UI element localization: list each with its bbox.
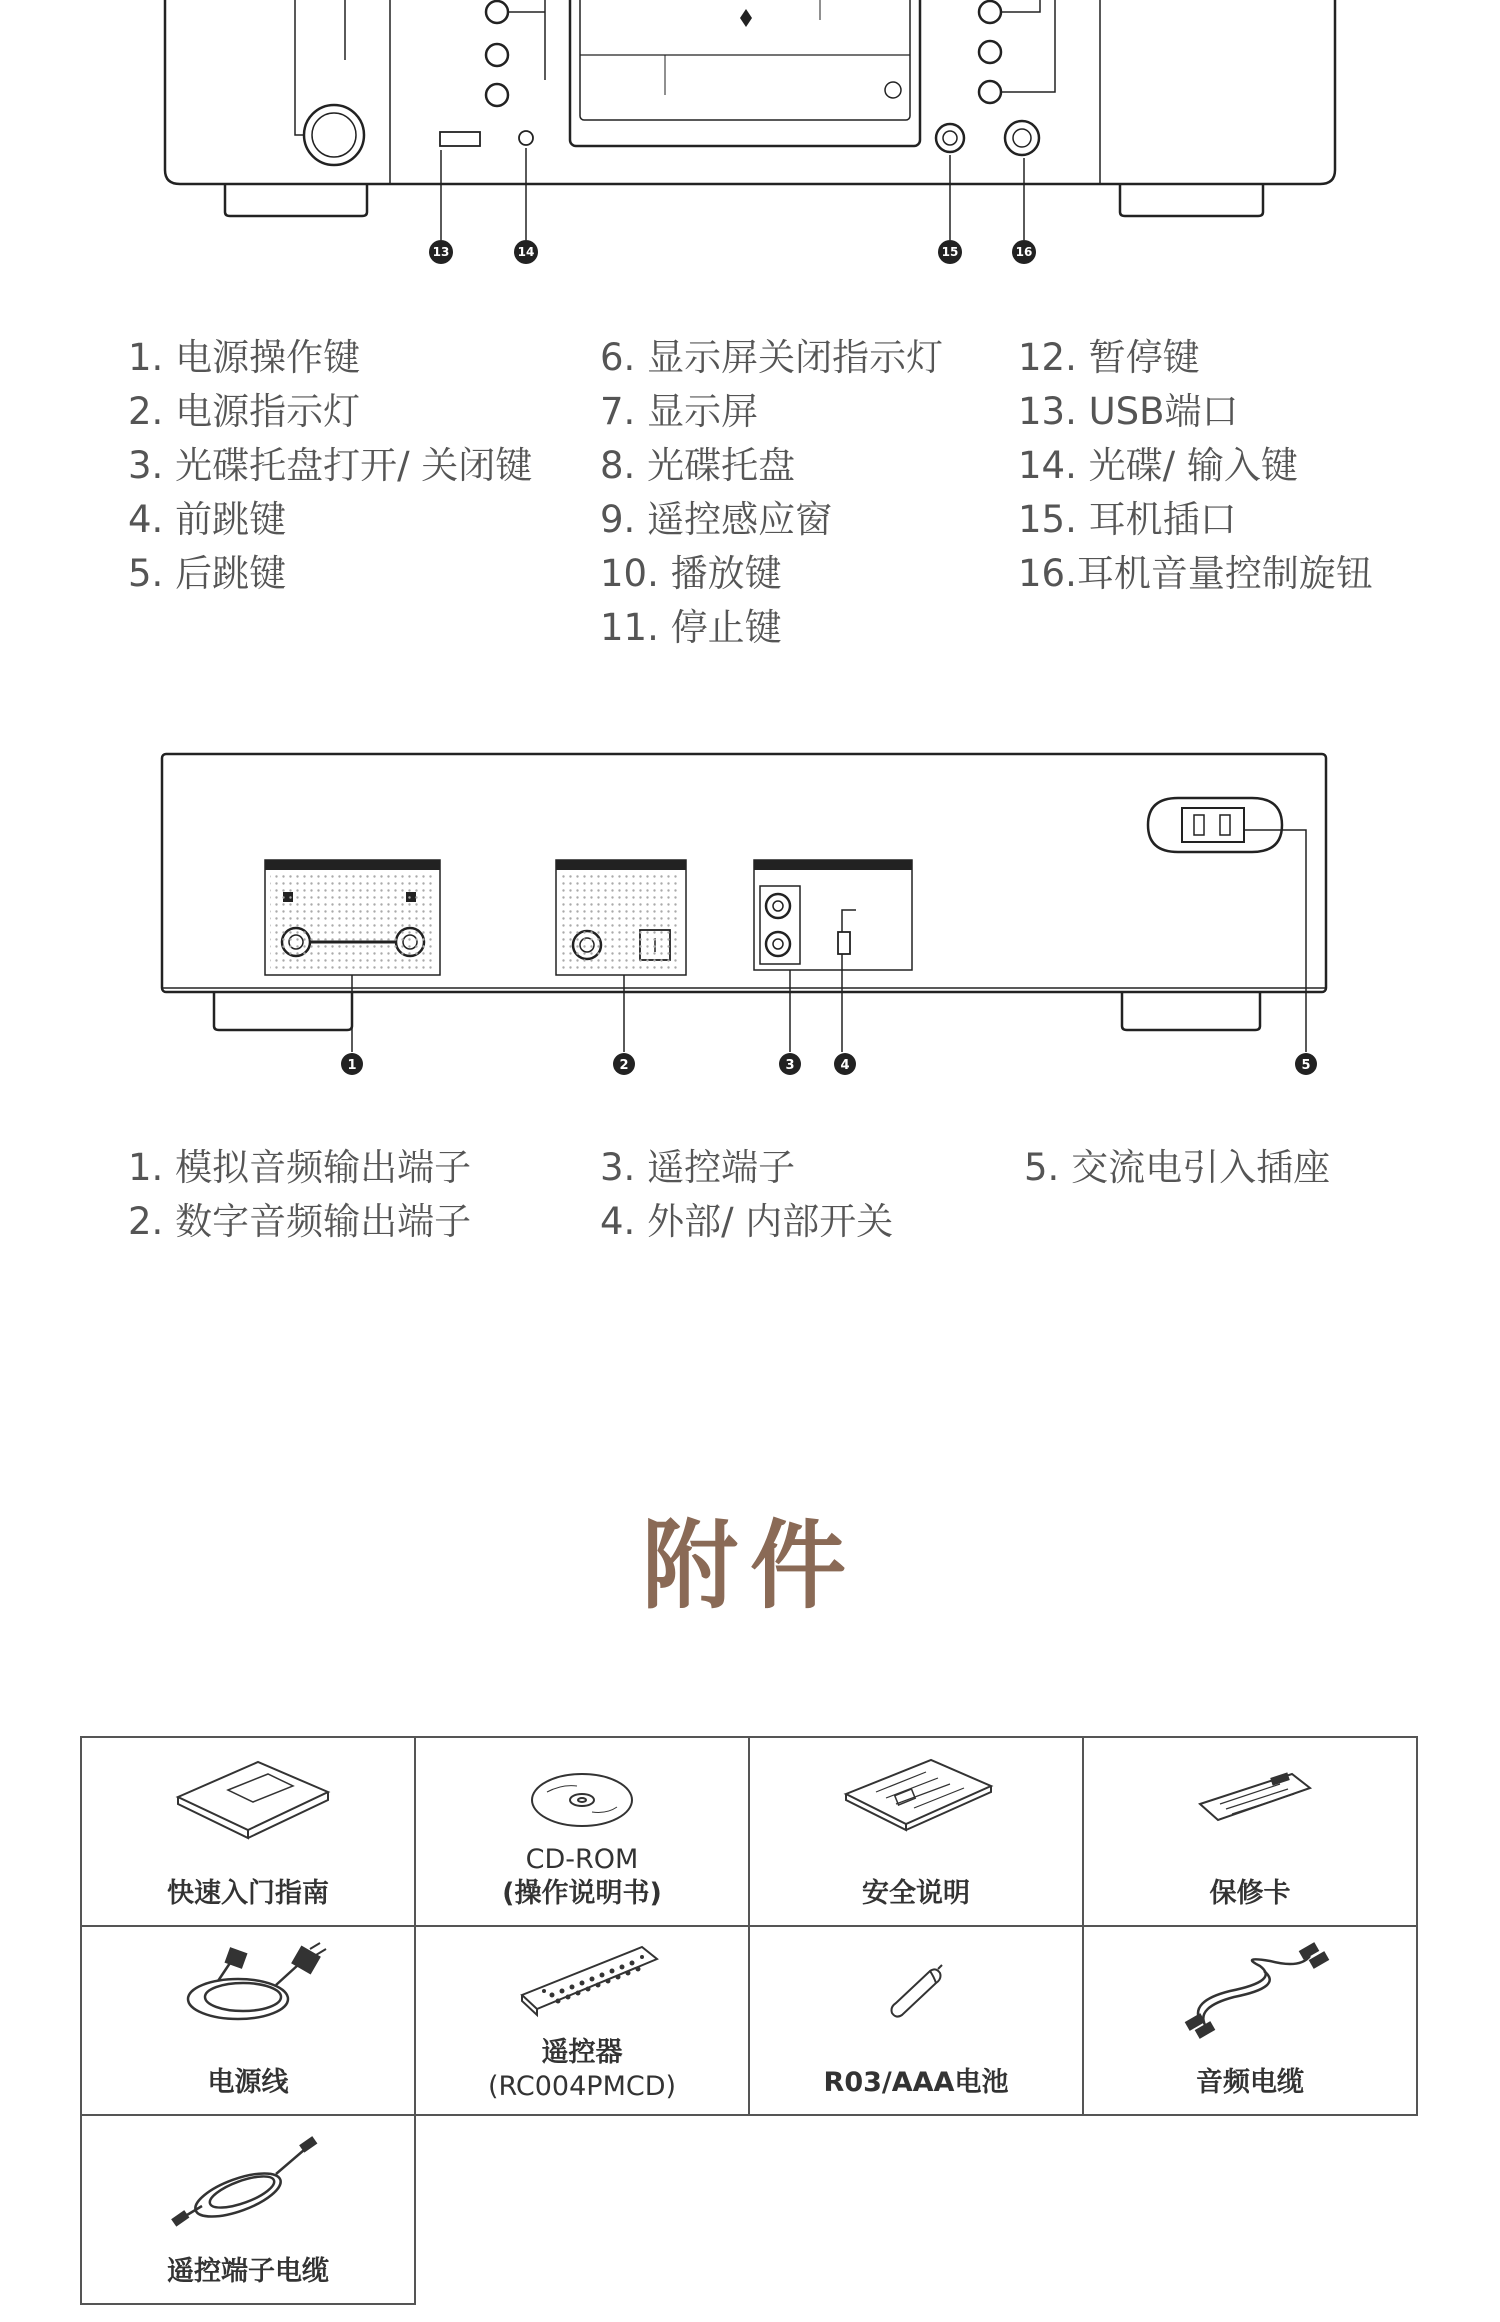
rear-legend-col1 <box>128 1148 471 1242</box>
quick-start-guide-icon <box>158 1752 338 1852</box>
accessory-label: R03/AAA电池 <box>823 2067 1009 2098</box>
callout-14-label: 14 <box>517 245 535 259</box>
legend-item: 3. 光碟托盘打开/ 关闭键 <box>128 444 533 487</box>
front-panel-diagram <box>0 0 1500 280</box>
callout-5-label: 5 <box>1301 1058 1311 1073</box>
empty-cell <box>415 2115 749 2304</box>
power-cord-icon <box>158 1941 338 2041</box>
legend-item: 1. 模拟音频输出端子 <box>128 1146 472 1189</box>
legend-item: 11. 停止键 <box>600 606 782 649</box>
accessory-cell <box>81 2115 415 2304</box>
legend-item: 2. 数字音频输出端子 <box>128 1200 472 1243</box>
rear-legend-col2 <box>600 1148 893 1242</box>
legend-item: 1. 电源操作键 <box>128 336 361 379</box>
legend-item: 5. 交流电引入插座 <box>1024 1146 1331 1189</box>
front-legend-col3 <box>1018 338 1373 594</box>
accessory-label: 保修卡 <box>1209 1878 1291 1909</box>
safety-instructions-icon <box>826 1752 1006 1852</box>
legend-item: 14. 光碟/ 输入键 <box>1018 444 1298 487</box>
legend-item: 3. 遥控端子 <box>600 1146 796 1189</box>
accessory-label: 安全说明 <box>862 1878 970 1909</box>
accessories-table <box>80 1736 1418 2305</box>
accessory-cell <box>81 1737 415 1926</box>
legend-item: 13. USB端口 <box>1018 390 1239 433</box>
accessory-label: CD-ROM (操作说明书) <box>502 1844 662 1909</box>
legend-item: 16.耳机音量控制旋钮 <box>1018 552 1373 595</box>
accessory-cell <box>415 1926 749 2115</box>
accessory-cell <box>1083 1926 1417 2115</box>
remote-control-icon <box>492 1933 672 2019</box>
audio-cable-icon <box>1160 1941 1340 2041</box>
rear-panel-diagram <box>0 740 1500 1080</box>
callout-15-label: 15 <box>941 245 959 259</box>
callout-1-label: 1 <box>347 1058 357 1073</box>
callout-16-label: 16 <box>1015 245 1033 259</box>
warranty-card-icon <box>1160 1752 1340 1852</box>
accessory-cell <box>749 1737 1083 1926</box>
accessory-label: 音频电缆 <box>1196 2067 1304 2098</box>
legend-item: 12. 暂停键 <box>1018 336 1200 379</box>
accessory-cell <box>1083 1737 1417 1926</box>
callout-13-label: 13 <box>432 245 450 259</box>
accessory-label: 电源线 <box>207 2067 289 2098</box>
remote-connector-cable-icon <box>158 2130 338 2230</box>
legend-item: 5. 后跳键 <box>128 552 287 595</box>
accessory-label: 遥控端子电缆 <box>167 2256 329 2287</box>
legend-item: 4. 前跳键 <box>128 498 287 541</box>
callout-4-label: 4 <box>840 1058 850 1073</box>
callout-3-label: 3 <box>785 1058 795 1073</box>
cd-rom-icon <box>492 1752 672 1852</box>
front-legend-col1 <box>128 338 532 594</box>
accessory-cell <box>415 1737 749 1926</box>
accessory-cell <box>81 1926 415 2115</box>
accessories-title: 附件 <box>642 1510 858 1622</box>
legend-item: 8. 光碟托盘 <box>600 444 796 487</box>
rear-legend-col3 <box>1024 1148 1330 1188</box>
front-legend-col2 <box>600 338 943 648</box>
legend-item: 4. 外部/ 内部开关 <box>600 1200 894 1243</box>
legend-item: 6. 显示屏关闭指示灯 <box>600 336 944 379</box>
accessory-label: 快速入门指南 <box>167 1878 329 1909</box>
empty-cell <box>1083 2115 1417 2304</box>
legend-item: 9. 遥控感应窗 <box>600 498 833 541</box>
legend-item: 7. 显示屏 <box>600 390 759 433</box>
empty-cell <box>749 2115 1083 2304</box>
legend-item: 15. 耳机插口 <box>1018 498 1237 541</box>
battery-icon <box>826 1941 1006 2041</box>
legend-item: 10. 播放键 <box>600 552 782 595</box>
accessory-label: 遥控器 (RC004PMCD) <box>487 2037 677 2102</box>
accessory-cell <box>749 1926 1083 2115</box>
callout-2-label: 2 <box>619 1058 629 1073</box>
legend-item: 2. 电源指示灯 <box>128 390 361 433</box>
